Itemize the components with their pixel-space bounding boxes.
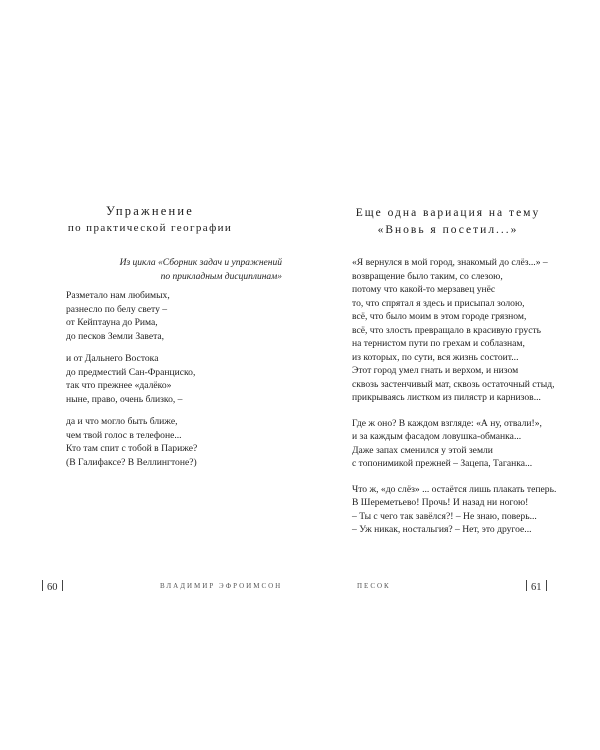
right-title-line-2: «Вновь я посетил...»	[377, 224, 519, 236]
right-title-line-1: Еще одна вариация на тему	[355, 207, 541, 219]
poem-line: так что прежнее «далёко»	[66, 380, 172, 391]
poem-line: и за каждым фасадом ловушка-обманка...	[352, 431, 522, 442]
folio-bar	[42, 580, 43, 591]
left-folio	[38, 580, 67, 593]
poem-line: и от Дальнего Востока	[66, 353, 159, 364]
poem-line: то, что спрятал я здесь и присыпал золою,	[352, 297, 525, 309]
right-page	[300, 0, 600, 750]
left-running-head: ВЛАДИМИР ЭФРОИМСОН	[160, 582, 283, 590]
poem-line: Даже запах сменился у этой земли	[352, 444, 493, 456]
left-stanza-2	[66, 352, 197, 406]
right-poem-body	[352, 256, 556, 546]
poem-line: ныне, право, очень близко, –	[66, 393, 183, 405]
left-poem-title	[0, 203, 300, 237]
right-stanza-3	[352, 483, 556, 537]
poem-line: Кто там спит с тобой в Париже?	[66, 443, 198, 454]
left-title-line-2: по практической географии	[67, 222, 233, 234]
poem-line: разнесло по белу свету –	[66, 303, 168, 315]
poem-line: – Уж никак, ностальгия? – Нет, это другое...	[352, 524, 532, 535]
poem-line: чем твой голос в телефоне...	[66, 429, 182, 441]
poem-line: до песков Земли Завета,	[66, 330, 165, 342]
poem-line: да и что могло быть ближе,	[66, 416, 178, 427]
poem-line: Разметало нам любимых,	[66, 290, 170, 301]
epigraph-line-1: Из цикла «Сборник задач и упражнений	[119, 258, 282, 268]
poem-line: – Ты с чего так завёлся?! – Не знаю, поверь...	[352, 510, 537, 522]
poem-line: Этот город умел гнать и верхом, и низом	[352, 365, 519, 376]
folio-bar	[526, 580, 527, 591]
folio-bar	[62, 580, 63, 591]
poem-line: (В Галифаксе? В Веллингтоне?)	[66, 456, 197, 468]
poem-line: Где ж оно? В каждом взгляде: «А ну, отвали!»,	[352, 417, 542, 429]
poem-line: Что ж, «до слёз» ... остаётся лишь плакать теперь.	[352, 483, 557, 495]
poem-line: потому что какой-то мерзавец унёс	[352, 284, 496, 295]
poem-line: «Я вернулся в мой город, знакомый до слёз...» –	[352, 257, 548, 268]
right-page-number: 61	[531, 582, 542, 593]
poem-line: с топонимикой прежней – Зацепа, Таганка...	[352, 458, 533, 469]
poem-line: сквозь застенчивый мат, сквозь остаточный стыд,	[352, 378, 555, 390]
epigraph-line-2: по прикладным дисциплинам»	[160, 271, 282, 282]
poem-line: на тернистом пути по грехам и соблазнам,	[352, 338, 525, 349]
right-folio	[522, 580, 551, 593]
left-title-line-1: Упражнение	[105, 204, 195, 218]
right-stanza-2	[352, 417, 556, 471]
right-stanza-1	[352, 256, 556, 405]
poem-line: до предместий Сан-Франциско,	[66, 366, 196, 378]
poem-line: всё, что было моим в этом городе грязном,	[352, 311, 527, 322]
left-epigraph	[112, 257, 282, 284]
right-running-head: ПЕСОК	[357, 582, 391, 590]
poem-line: всё, что злость превращало в красивую грусть	[352, 324, 542, 336]
left-stanza-3	[66, 415, 197, 469]
left-page-number: 60	[47, 582, 58, 593]
poem-line: от Кейптауна до Рима,	[66, 317, 158, 328]
poem-line: из которых, по сути, вся жизнь состоит...	[352, 351, 519, 363]
folio-bar	[546, 580, 547, 591]
left-poem-body	[66, 289, 197, 478]
poem-line: возвращение было таким, со слезою,	[352, 270, 503, 282]
left-stanza-1	[66, 289, 197, 343]
poem-line: прикрываясь листком из пилястр и карнизов...	[352, 392, 541, 403]
right-poem-title	[298, 205, 598, 239]
poem-line: В Шереметьево! Прочь! И назад ни ногою!	[352, 497, 529, 508]
